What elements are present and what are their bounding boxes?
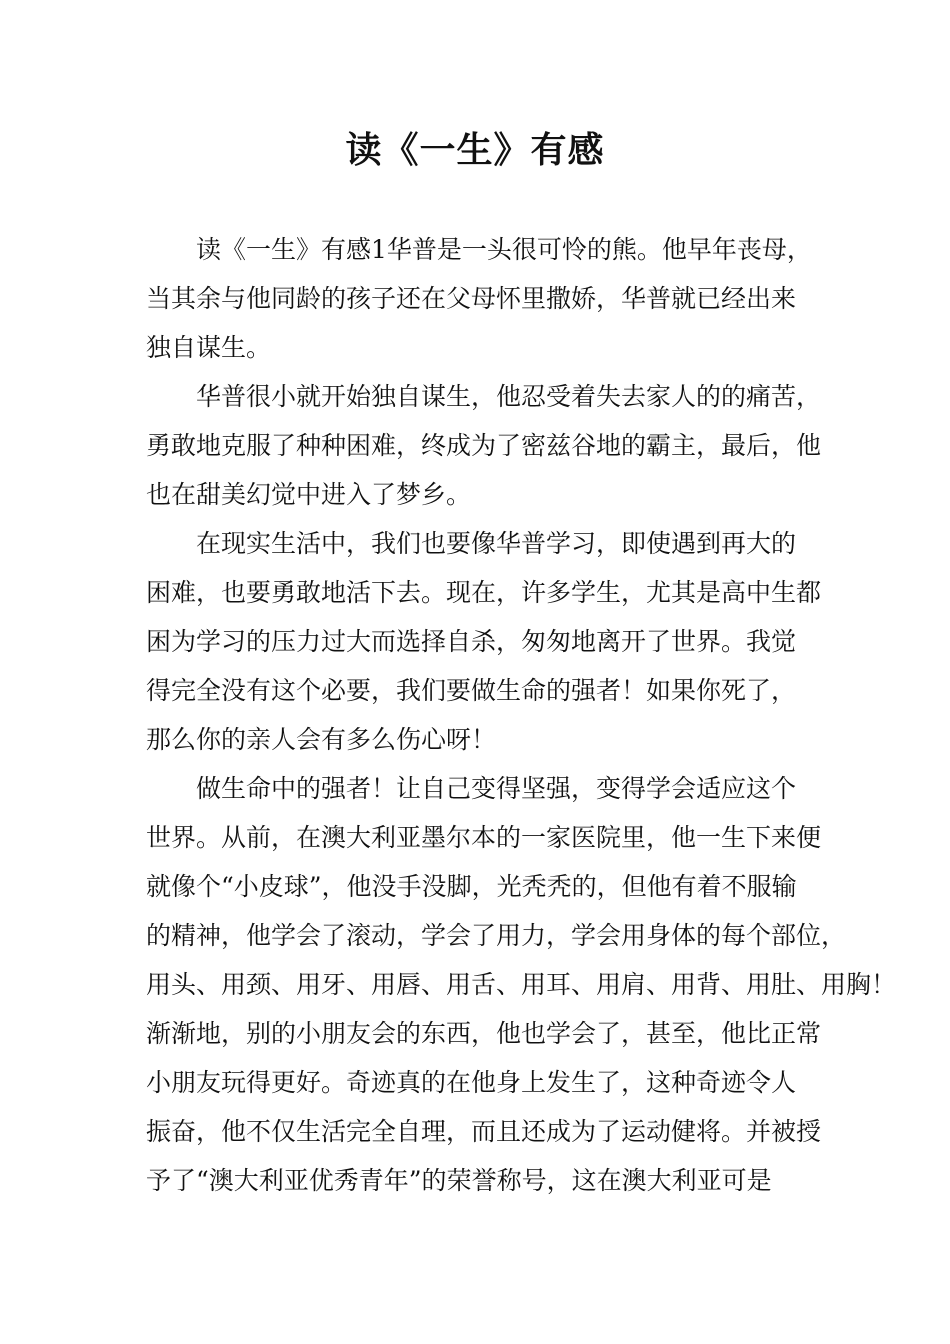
paragraph-3-line-3: 困为学习的压力过大而选择自杀，匆匆地离开了世界。我觉 — [146, 627, 797, 656]
paragraph-4-line-7: 小朋友玩得更好。奇迹真的在他身上发生了，这种奇迹令人 — [146, 1068, 797, 1097]
paragraph-4-line-4: 的精神，他学会了滚动，学会了用力，学会用身体的每个部位， — [146, 921, 847, 950]
paragraph-3-line-5: 那么你的亲人会有多么伤心呀！ — [146, 725, 497, 754]
document-body — [146, 225, 897, 1205]
paragraph-4-line-1: 做生命中的强者！让自己变得坚强，变得学会适应这个 — [196, 774, 797, 803]
paragraph-2-line-3: 也在甜美幻觉中进入了梦乡。 — [146, 480, 472, 509]
paragraph-4-line-2: 世界。从前，在澳大利亚墨尔本的一家医院里，他一生下来便 — [146, 823, 822, 852]
paragraph-4-line-3: 就像个“小皮球”，他没手没脚，光秃秃的，但他有着不服输 — [146, 872, 797, 901]
paragraph-1-line-1: 读《一生》有感1华普是一头很可怜的熊。他早年丧母， — [196, 235, 812, 264]
paragraph-3-line-2: 困难，也要勇敢地活下去。现在，许多学生，尤其是高中生都 — [146, 578, 822, 607]
paragraph-2-line-1: 华普很小就开始独自谋生，他忍受着失去家人的的痛苦， — [196, 382, 822, 411]
paragraph-1-line-2: 当其余与他同龄的孩子还在父母怀里撒娇，华普就已经出来 — [146, 284, 797, 313]
paragraph-4-line-5: 用头、用颈、用牙、用唇、用舌、用耳、用肩、用背、用肚、用胸！ — [146, 970, 897, 999]
paragraph-4-line-9: 予了“澳大利亚优秀青年”的荣誉称号，这在澳大利亚可是 — [146, 1166, 772, 1195]
paragraph-4-line-6: 渐渐地，别的小朋友会的东西，他也学会了，甚至，他比正常 — [146, 1019, 822, 1048]
paragraph-2-line-2: 勇敢地克服了种种困难，终成为了密兹谷地的霸主，最后，他 — [146, 431, 822, 460]
paragraph-4-line-8: 振奋，他不仅生活完全自理，而且还成为了运动健将。并被授 — [146, 1117, 822, 1146]
document-title: 读《一生》有感 — [345, 129, 605, 171]
paragraph-3-line-4: 得完全没有这个必要，我们要做生命的强者！如果你死了， — [146, 676, 797, 705]
paragraph-1-line-3: 独自谋生。 — [146, 333, 272, 362]
paragraph-3-line-1: 在现实生活中，我们也要像华普学习，即使遇到再大的 — [196, 529, 797, 558]
